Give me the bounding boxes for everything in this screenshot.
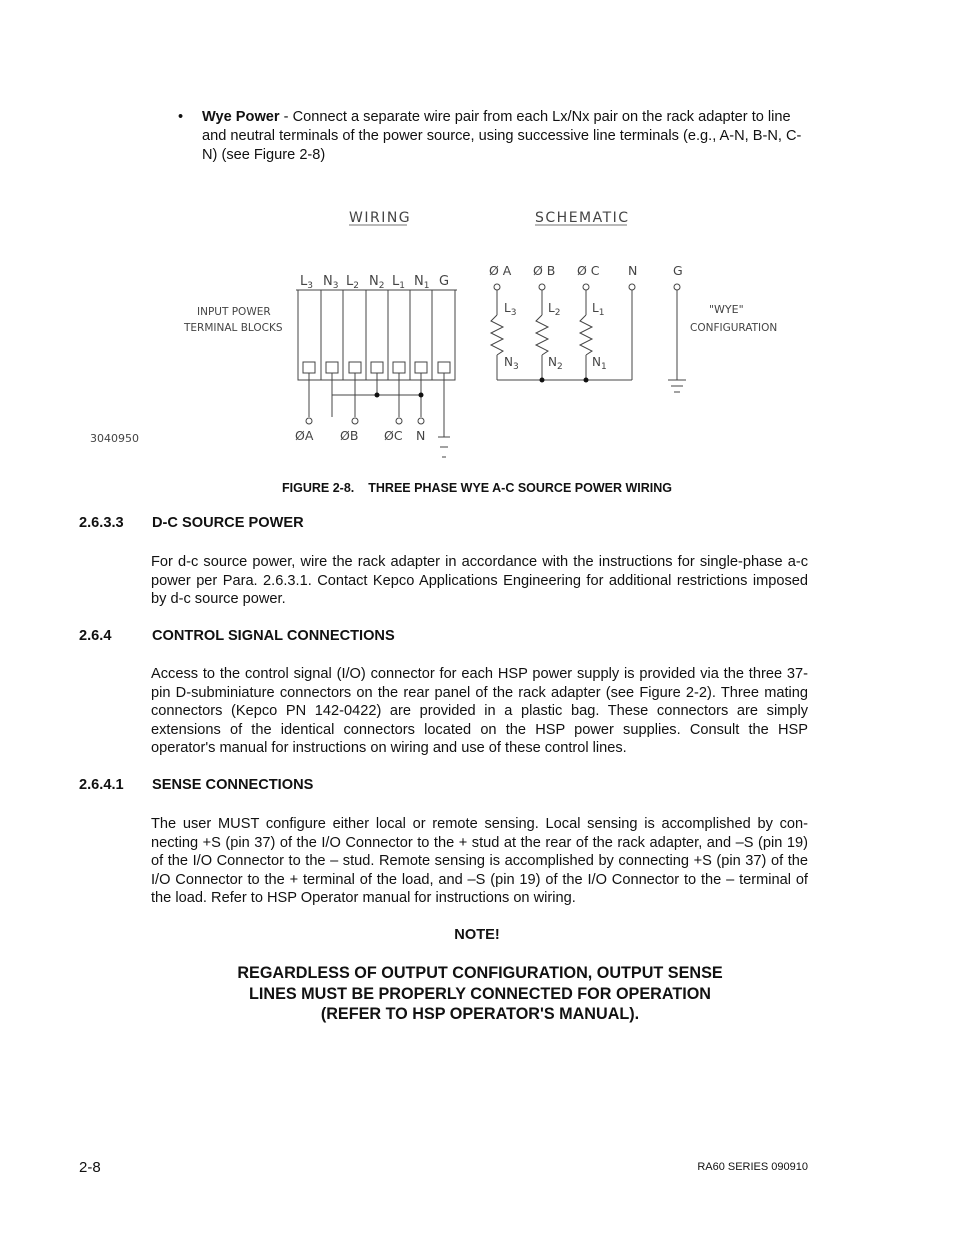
svg-text:L3 [300,274,313,291]
terminal-l1-sub: 1 [399,281,405,291]
terminal-l2-main: L [346,274,354,289]
terminal-n3-main: N [323,274,333,289]
svg-text:N3 [323,274,338,291]
svg-text:N2 [548,355,563,372]
coil2-l: L [548,301,555,315]
svg-text:N2 [369,274,384,291]
terminal-n3-sub: 3 [332,281,339,291]
terminal-l2-sub: 2 [353,281,359,291]
coil3-n: N [592,355,601,369]
terminal-block [296,290,457,457]
svg-text:G [439,274,449,289]
wiring-figure [80,195,800,470]
coil1-l: L [504,301,511,315]
terminal-n2-sub: 2 [378,281,385,291]
coil2-ls: 2 [554,308,561,318]
schematic-label-g: G [673,263,683,278]
svg-text:L2 [346,274,359,291]
wye-label-2: CONFIGURATION [690,322,778,334]
bullet-text [202,108,810,165]
schematic-label-n: N [628,263,638,278]
svg-text:N1 [592,355,607,372]
input-power-label-1: INPUT POWER [197,306,271,318]
paragraph-sense-connections: The user MUST configure either local or remote sensing. Local sensing is accomplished by con-necting +S (pin 37) of the I/O Connector to the + stud at the rear of the rack adapter, and –S (pin 19) of the I/O Connector to the – stud. Remote sensing is accomplished by connecting +S (pin 37) of the I/O Connector to the + terminal of the load, and –S (pin 19) of the I/O Connector to the – terminal of the load. Refer to HSP Operator manual for instructions on wiring. [151,816,808,907]
page-number: 2-8 [79,1159,101,1176]
terminal-g-main: G [439,274,450,289]
note-warning-line-1: REGARDLESS OF OUTPUT CONFIGURATION, OUTPUT SENSE [237,964,723,982]
coil2-n: N [548,355,557,369]
svg-text:L2 [548,301,560,318]
coil1-n: N [504,355,513,369]
figure-caption [80,481,874,495]
bottom-label-n: N [416,428,426,443]
section-title: CONTROL SIGNAL CONNECTIONS [152,628,395,644]
note-warning-line-3: (REFER TO HSP OPERATOR'S MANUAL). [320,1005,640,1024]
schematic-labels [489,263,683,278]
schematic-label-c: Ø C [577,263,600,278]
terminal-n1-main: N [414,274,424,289]
note-warning-line-2: LINES MUST BE PROPERLY CONNECTED FOR OPERATION [249,984,711,1003]
schematic-coil-labels [504,301,607,372]
bottom-label-b: ØB [340,428,359,443]
terminal-l1-main: L [392,274,400,289]
section-title: D-C SOURCE POWER [152,515,304,531]
coil3-l: L [592,301,599,315]
terminal-l3-sub: 3 [307,281,313,291]
section-number: 2.6.3.3 [79,515,124,531]
section-heading-2-6-4 [79,628,395,644]
section-title: SENSE CONNECTIONS [152,777,314,793]
wiring-title: WIRING [349,210,412,226]
schematic-label-b: Ø B [533,263,556,278]
schematic-title: SCHEMATIC [535,210,630,226]
svg-text:N3 [504,355,519,372]
caption-figure-number: FIGURE 2-8. [282,481,355,495]
caption-title: THREE PHASE WYE A-C SOURCE POWER WIRING [368,481,672,495]
schematic-label-a: Ø A [489,263,512,278]
drawing-number: 3040950 [90,432,139,445]
svg-text:L3 [504,301,516,318]
coil1-ns: 3 [512,362,519,372]
paragraph-dc-source: For d-c source power, wire the rack adapter in accordance with the instructions for single-phase a-c power per Para. 2.6.3.1. Contact Kepco Applications Engineering for additional restrictions imposed by d-c source power. [151,554,808,608]
schematic-drawing [491,284,686,392]
bullet-marker: • [178,109,184,125]
section-number: 2.6.4.1 [79,777,124,793]
coil3-ns: 1 [600,362,607,372]
coil3-ls: 1 [598,308,605,318]
input-power-label-2: TERMINAL BLOCKS [184,322,283,334]
terminal-labels [300,274,449,291]
document-id: RA60 SERIES 090910 [697,1161,808,1173]
section-number: 2.6.4 [79,628,112,644]
wye-label-1: "WYE" [709,303,744,316]
section-heading-2-6-4-1 [79,777,313,793]
wye-power-bullet [178,108,810,165]
bottom-label-c: ØC [384,428,403,443]
terminal-n1-sub: 1 [423,281,430,291]
svg-text:N1 [414,274,429,291]
bullet-body: - Connect a separate wire pair from each Lx/Nx pair on the rack adapter to line and neutral terminals of the power source, using successive line terminals (e.g., A-N, B-N, C-N) (see Figure 2-8) [202,109,802,163]
svg-text:L1 [592,301,604,318]
svg-text:L1 [392,274,405,291]
coil1-ls: 3 [510,308,517,318]
note-label: NOTE! [454,927,500,943]
paragraph-control-signal: Access to the control signal (I/O) connector for each HSP power supply is provided via the three 37-pin D-subminiature connectors on the rear panel of the rack adapter (see Figure 2-2). Three mating connectors (Kepco PN 142-0422) are provided in a plastic bag. These connectors are simply extensions of the identical connectors located on the HSP power supplies. Consult the HSP operator's manual for instructions on wiring and use of these control lines. [151,666,808,757]
terminal-l3-main: L [300,274,308,289]
terminal-n2-main: N [369,274,379,289]
bullet-lead: Wye Power [202,109,280,125]
section-heading-2-6-3-3 [79,515,304,531]
coil2-ns: 2 [556,362,563,372]
bottom-label-a: ØA [295,428,314,443]
note-warning [150,963,810,1025]
